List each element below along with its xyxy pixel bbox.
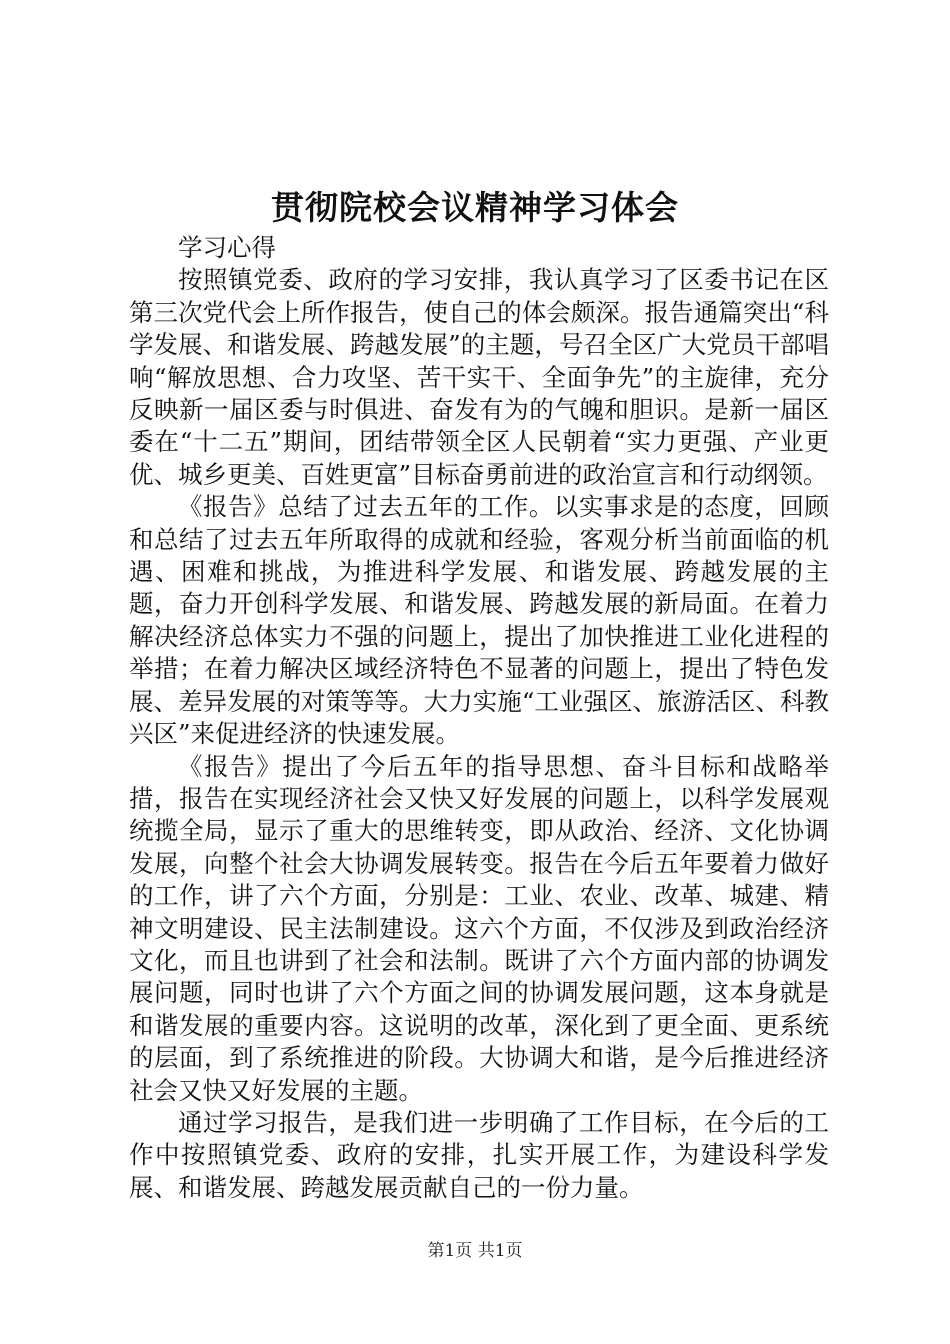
body-paragraph-3: 《报告》提出了今后五年的指导思想、奋斗目标和战略举措，报告在实现经济社会又快又好发展的问题上，以科学发展观统揽全局，显示了重大的思维转变，即从政治、经济、文化协调发展，向整个社会大协调发展转变。报告在今后五年要着力做好的工作，讲了六个方面，分别是：工业、农业、改革、城建、精神文明建设、民主法制建设。这六个方面，不仅涉及到政治经济文化，而且也讲到了社会和法制。既讲了六个方面内部的协调发展问题，同时也讲了六个方面之间的协调发展问题，这本身就是和谐发展的重要内容。这说明的改革，深化到了更全面、更系统的层面，到了系统推进的阶段。大协调大和谐，是今后推进经济社会又快又好发展的主题。: [129, 751, 829, 1105]
body-paragraph-2: 《报告》总结了过去五年的工作。以实事求是的态度，回顾和总结了过去五年所取得的成就和经验，客观分析当前面临的机遇、困难和挑战，为推进科学发展、和谐发展、跨越发展的主题，奋力开创科学发展、和谐发展、跨越发展的新局面。在着力解决经济总体实力不强的问题上，提出了加快推进工业化进程的举措；在着力解决区域经济特色不显著的问题上，提出了特色发展、差异发展的对策等等。大力实施“工业强区、旅游活区、科教兴区”来促进经济的快速发展。: [129, 492, 829, 749]
body-paragraph-4: 通过学习报告，是我们进一步明确了工作目标，在今后的工作中按照镇党委、政府的安排，扎实开展工作，为建设科学发展、和谐发展、跨越发展贡献自己的一份力量。: [129, 1107, 829, 1202]
page-footer: 第1页 共1页: [427, 1241, 523, 1261]
document-title: 贯彻院校会议精神学习体会: [271, 188, 679, 227]
document-body: [129, 232, 829, 1204]
section-heading: 学习心得: [178, 233, 276, 262]
body-paragraph-1: 按照镇党委、政府的学习安排，我认真学习了区委书记在区第三次党代会上所作报告，使自己的体会颇深。报告通篇突出“科学发展、和谐发展、跨越发展”的主题，号召全区广大党员干部唱响“解放思想、合力攻坚、苦干实干、全面争先”的主旋律，充分反映新一届区委与时俱进、奋发有为的气魄和胆识。是新一届区委在“十二五”期间，团结带领全区人民朝着“实力更强、产业更优、城乡更美、百姓更富”目标奋勇前进的政治宣言和行动纲领。: [129, 265, 829, 489]
